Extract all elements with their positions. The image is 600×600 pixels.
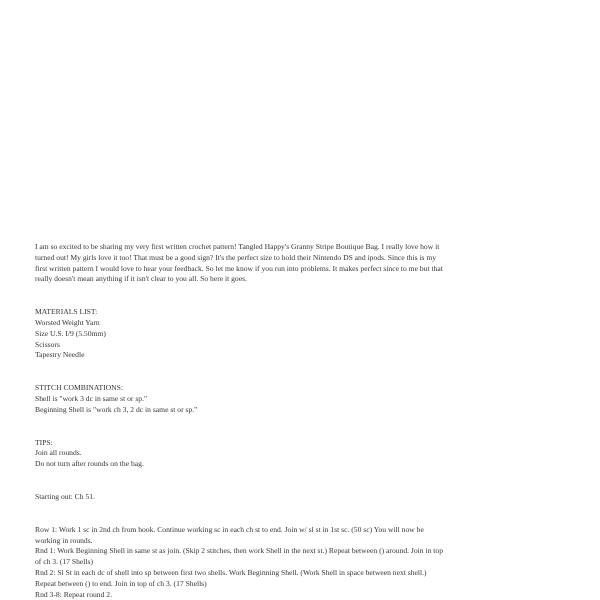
pattern-row: Row 1: Work 1 sc in 2nd ch from hook. Continue working sc in each ch st to end. Join w/ sl st in 1st sc. (50 sc) You will now be working in rounds. [35, 524, 424, 545]
blog-post-body [35, 242, 445, 600]
pattern-row: Rnd 3-8: Repeat round 2. [35, 589, 112, 599]
materials-item: Tapestry Needle [35, 350, 85, 360]
spacer [35, 416, 445, 438]
stitch-heading: STITCH COMBINATIONS: [35, 383, 123, 393]
materials-item: Size U.S. I/9 (5.50mm) [35, 328, 106, 338]
stitch-combinations-section [35, 383, 445, 415]
tips-item: Do not turn after rounds on the bag. [35, 459, 144, 469]
pattern-row: Rnd 2: Sl St in each dc of shell into sp between first two shells. Work Beginning Shell. (Work Shell in space between next shell.) Repeat between () to end. Join in top of ch 3. (17 Shells) [35, 567, 427, 588]
stitch-item: Shell is "work 3 dc in same st or sp." [35, 393, 148, 403]
tips-item: Join all rounds. [35, 448, 82, 458]
tips-heading: TIPS: [35, 437, 53, 447]
materials-heading: MATERIALS LIST: [35, 307, 98, 317]
pattern-rows-section [35, 525, 445, 600]
materials-section [35, 307, 445, 361]
tips-section [35, 438, 445, 470]
materials-item: Worsted Weight Yarn [35, 317, 100, 327]
stitch-item: Beginning Shell is "work ch 3, 2 dc in same st or sp." [35, 404, 198, 414]
spacer [35, 470, 445, 492]
pattern-row: Rnd 1: Work Beginning Shell in same st as join. (Skip 2 stitches, then work Shell in the next st.) Repeat between () around. Join in top of ch 3. (17 Shells) [35, 546, 443, 567]
spacer [35, 361, 445, 383]
materials-item: Scissors [35, 339, 60, 349]
starting-out-line: Starting out: Ch 51. [35, 491, 95, 501]
intro-paragraph: I am so excited to be sharing my very first written crochet pattern! Tangled Happy's Granny Stripe Boutique Bag. I really love how it turned out! My girls love it too! That must be a good sign? It's the perfect size to hold their Nintendo DS and ipods. Since this is my first written pattern I would love to hear your feedback. So let me know if you run into problems. It makes perfect since to me but that really doesn't mean anything if it isn't clear to you all. So here it goes. [35, 242, 443, 284]
spacer [35, 285, 445, 307]
spacer [35, 503, 445, 525]
